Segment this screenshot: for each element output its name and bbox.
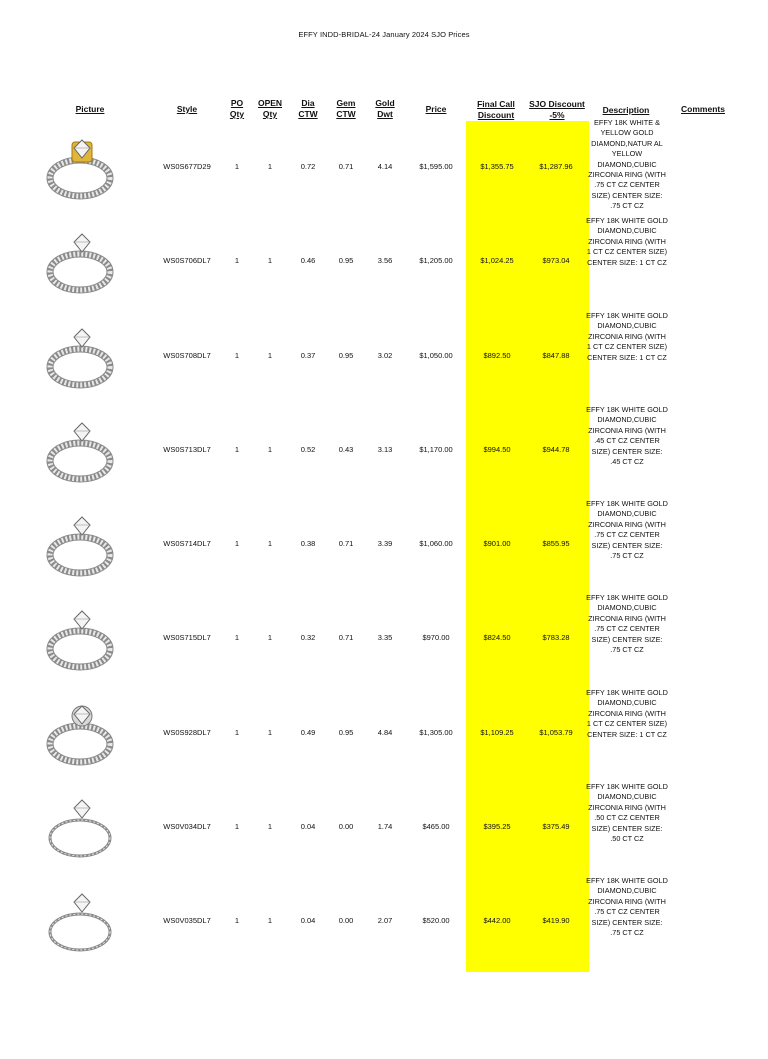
cell-open-qty: 1 — [267, 351, 273, 360]
cell-final-call: $1,024.25 — [480, 256, 514, 265]
cell-sjo-discount: $855.95 — [542, 539, 570, 548]
cell-gold-dwt: 1.74 — [377, 822, 393, 831]
header-dia-ctw-line1: Dia — [301, 98, 315, 108]
thin-band-solitaire-ring-icon — [40, 788, 124, 864]
table-row — [0, 499, 768, 593]
cell-sjo-discount: $944.78 — [542, 445, 570, 454]
cell-open-qty: 1 — [267, 728, 273, 737]
cell-po-qty: 1 — [234, 633, 240, 642]
header-sjo-discount — [524, 99, 590, 121]
cell-description: EFFY 18K WHITE GOLD DIAMOND,CUBIC ZIRCONIA RING (WITH .75 CT CZ CENTER SIZE) CENTER SIZE: .75 CT CZ — [586, 499, 668, 561]
cell-final-call: $892.50 — [483, 351, 511, 360]
cell-style: WS0V034DL7 — [163, 822, 211, 831]
table-row — [0, 216, 768, 310]
cell-gem-ctw: 0.71 — [338, 633, 354, 642]
thin-band-solitaire-ring-icon — [40, 882, 124, 958]
header-picture: Picture — [75, 104, 105, 114]
cell-style: WS0S713DL7 — [163, 445, 211, 454]
cell-dia-ctw: 0.38 — [300, 539, 316, 548]
cell-price: $1,050.00 — [419, 351, 453, 360]
header-gold-dwt-line1: Gold — [375, 98, 395, 108]
cell-open-qty: 1 — [267, 445, 273, 454]
cell-final-call: $824.50 — [483, 633, 511, 642]
cell-price: $520.00 — [422, 916, 450, 925]
header-sjo-discount-line1: SJO Discount — [529, 99, 585, 109]
cell-price: $1,305.00 — [419, 728, 453, 737]
cell-gold-dwt: 2.07 — [377, 916, 393, 925]
cell-style: WS0S715DL7 — [163, 633, 211, 642]
cell-open-qty: 1 — [267, 633, 273, 642]
cell-dia-ctw: 0.46 — [300, 256, 316, 265]
cell-sjo-discount: $973.04 — [542, 256, 570, 265]
table-row — [0, 311, 768, 405]
cell-description: EFFY 18K WHITE GOLD DIAMOND,CUBIC ZIRCONIA RING (WITH .75 CT CZ CENTER SIZE) CENTER SIZE: .75 CT CZ — [586, 593, 668, 655]
two-tone-halo-ring-icon — [40, 128, 124, 204]
header-gem-ctw-line1: Gem — [336, 98, 356, 108]
cell-description: EFFY 18K WHITE GOLD DIAMOND,CUBIC ZIRCONIA RING (WITH .50 CT CZ CENTER SIZE) CENTER SIZE: .50 CT CZ — [586, 782, 668, 844]
cell-gem-ctw: 0.95 — [338, 351, 354, 360]
cell-description: EFFY 18K WHITE GOLD DIAMOND,CUBIC ZIRCONIA RING (WITH .75 CT CZ CENTER SIZE) CENTER SIZE: .75 CT CZ — [586, 876, 668, 938]
cell-style: WS0V035DL7 — [163, 916, 211, 925]
cell-style: WS0S928DL7 — [163, 728, 211, 737]
header-open-qty — [252, 98, 288, 120]
cell-open-qty: 1 — [267, 822, 273, 831]
cell-final-call: $1,109.25 — [480, 728, 514, 737]
table-row — [0, 688, 768, 782]
cell-dia-ctw: 0.37 — [300, 351, 316, 360]
header-gold-dwt — [368, 98, 402, 120]
header-final-call-line1: Final Call — [477, 99, 515, 109]
cell-final-call: $1,355.75 — [480, 162, 514, 171]
cell-style: WS0S714DL7 — [163, 539, 211, 548]
cell-gem-ctw: 0.00 — [338, 916, 354, 925]
cell-description: EFFY 18K WHITE GOLD DIAMOND,CUBIC ZIRCONIA RING (WITH .45 CT CZ CENTER SIZE) CENTER SIZE: .45 CT CZ — [586, 405, 668, 467]
table-row — [0, 405, 768, 499]
cell-gem-ctw: 0.43 — [338, 445, 354, 454]
cell-description: EFFY 18K WHITE & YELLOW GOLD DIAMOND,NATUR AL YELLOW DIAMOND,CUBIC ZIRCONIA RING (WITH .75 CT CZ CENTER SIZE) CENTER SIZE: .75 CT CZ — [588, 118, 666, 211]
halo-pave-ring-icon — [40, 694, 124, 770]
cell-final-call: $442.00 — [483, 916, 511, 925]
cell-sjo-discount: $1,053.79 — [539, 728, 573, 737]
cell-style: WS0S677D29 — [163, 162, 211, 171]
header-dia-ctw-line2: CTW — [298, 109, 318, 119]
cell-sjo-discount: $375.49 — [542, 822, 570, 831]
cell-gold-dwt: 3.02 — [377, 351, 393, 360]
cell-sjo-discount: $847.88 — [542, 351, 570, 360]
cell-description: EFFY 18K WHITE GOLD DIAMOND,CUBIC ZIRCONIA RING (WITH 1 CT CZ CENTER SIZE) CENTER SIZE: 1 CT CZ — [586, 216, 668, 267]
header-style: Style — [176, 104, 198, 114]
solitaire-pave-ring-icon — [40, 222, 124, 298]
cell-style: WS0S706DL7 — [163, 256, 211, 265]
page-title: EFFY INDD-BRIDAL-24 January 2024 SJO Prices — [298, 30, 470, 39]
cell-po-qty: 1 — [234, 539, 240, 548]
cell-po-qty: 1 — [234, 256, 240, 265]
solitaire-pave-ring-icon — [40, 505, 124, 581]
cell-final-call: $994.50 — [483, 445, 511, 454]
cell-gold-dwt: 3.56 — [377, 256, 393, 265]
header-comments: Comments — [681, 104, 725, 114]
cell-gem-ctw: 0.95 — [338, 728, 354, 737]
cell-dia-ctw: 0.04 — [300, 822, 316, 831]
header-sjo-discount-line2: -5% — [549, 110, 565, 120]
header-open-qty-line2: Qty — [262, 109, 278, 119]
cell-po-qty: 1 — [234, 351, 240, 360]
cell-po-qty: 1 — [234, 162, 240, 171]
cell-dia-ctw: 0.32 — [300, 633, 316, 642]
cell-dia-ctw: 0.52 — [300, 445, 316, 454]
cell-dia-ctw: 0.72 — [300, 162, 316, 171]
table-row — [0, 593, 768, 687]
header-gem-ctw — [330, 98, 362, 120]
header-dia-ctw — [292, 98, 324, 120]
cell-sjo-discount: $783.28 — [542, 633, 570, 642]
cell-po-qty: 1 — [234, 728, 240, 737]
table-row — [0, 876, 768, 970]
cell-description: EFFY 18K WHITE GOLD DIAMOND,CUBIC ZIRCONIA RING (WITH 1 CT CZ CENTER SIZE) CENTER SIZE: 1 CT CZ — [586, 688, 668, 739]
cell-gold-dwt: 3.35 — [377, 633, 393, 642]
solitaire-pave-ring-icon — [40, 317, 124, 393]
cell-sjo-discount: $419.90 — [542, 916, 570, 925]
header-gem-ctw-line2: CTW — [336, 109, 356, 119]
cell-open-qty: 1 — [267, 162, 273, 171]
cell-price: $465.00 — [422, 822, 450, 831]
table-row — [0, 118, 768, 216]
header-final-call — [470, 99, 522, 121]
cell-gold-dwt: 4.14 — [377, 162, 393, 171]
cell-price: $1,170.00 — [419, 445, 453, 454]
cell-gem-ctw: 0.00 — [338, 822, 354, 831]
solitaire-pave-ring-icon — [40, 411, 124, 487]
cell-po-qty: 1 — [234, 822, 240, 831]
cell-dia-ctw: 0.49 — [300, 728, 316, 737]
cell-open-qty: 1 — [267, 256, 273, 265]
cell-price: $1,205.00 — [419, 256, 453, 265]
cell-final-call: $395.25 — [483, 822, 511, 831]
header-price: Price — [425, 104, 447, 114]
cell-gold-dwt: 4.84 — [377, 728, 393, 737]
cell-final-call: $901.00 — [483, 539, 511, 548]
header-open-qty-line1: OPEN — [257, 98, 283, 108]
cell-dia-ctw: 0.04 — [300, 916, 316, 925]
table-row — [0, 782, 768, 876]
cell-sjo-discount: $1,287.96 — [539, 162, 573, 171]
header-final-call-line2: Discount — [477, 110, 515, 120]
cell-price: $1,060.00 — [419, 539, 453, 548]
cell-style: WS0S708DL7 — [163, 351, 211, 360]
solitaire-pave-ring-icon — [40, 599, 124, 675]
cell-po-qty: 1 — [234, 445, 240, 454]
cell-gem-ctw: 0.71 — [338, 162, 354, 171]
cell-po-qty: 1 — [234, 916, 240, 925]
header-po-qty-line2: Qty — [229, 109, 245, 119]
header-po-qty — [224, 98, 250, 120]
cell-description: EFFY 18K WHITE GOLD DIAMOND,CUBIC ZIRCONIA RING (WITH 1 CT CZ CENTER SIZE) CENTER SIZE: 1 CT CZ — [586, 311, 668, 362]
header-po-qty-line1: PO — [230, 98, 244, 108]
cell-open-qty: 1 — [267, 916, 273, 925]
cell-price: $970.00 — [422, 633, 450, 642]
header-gold-dwt-line2: Dwt — [377, 109, 393, 119]
cell-price: $1,595.00 — [419, 162, 453, 171]
cell-gem-ctw: 0.71 — [338, 539, 354, 548]
cell-gold-dwt: 3.39 — [377, 539, 393, 548]
cell-gem-ctw: 0.95 — [338, 256, 354, 265]
header-description: Description — [602, 105, 650, 115]
cell-gold-dwt: 3.13 — [377, 445, 393, 454]
cell-open-qty: 1 — [267, 539, 273, 548]
